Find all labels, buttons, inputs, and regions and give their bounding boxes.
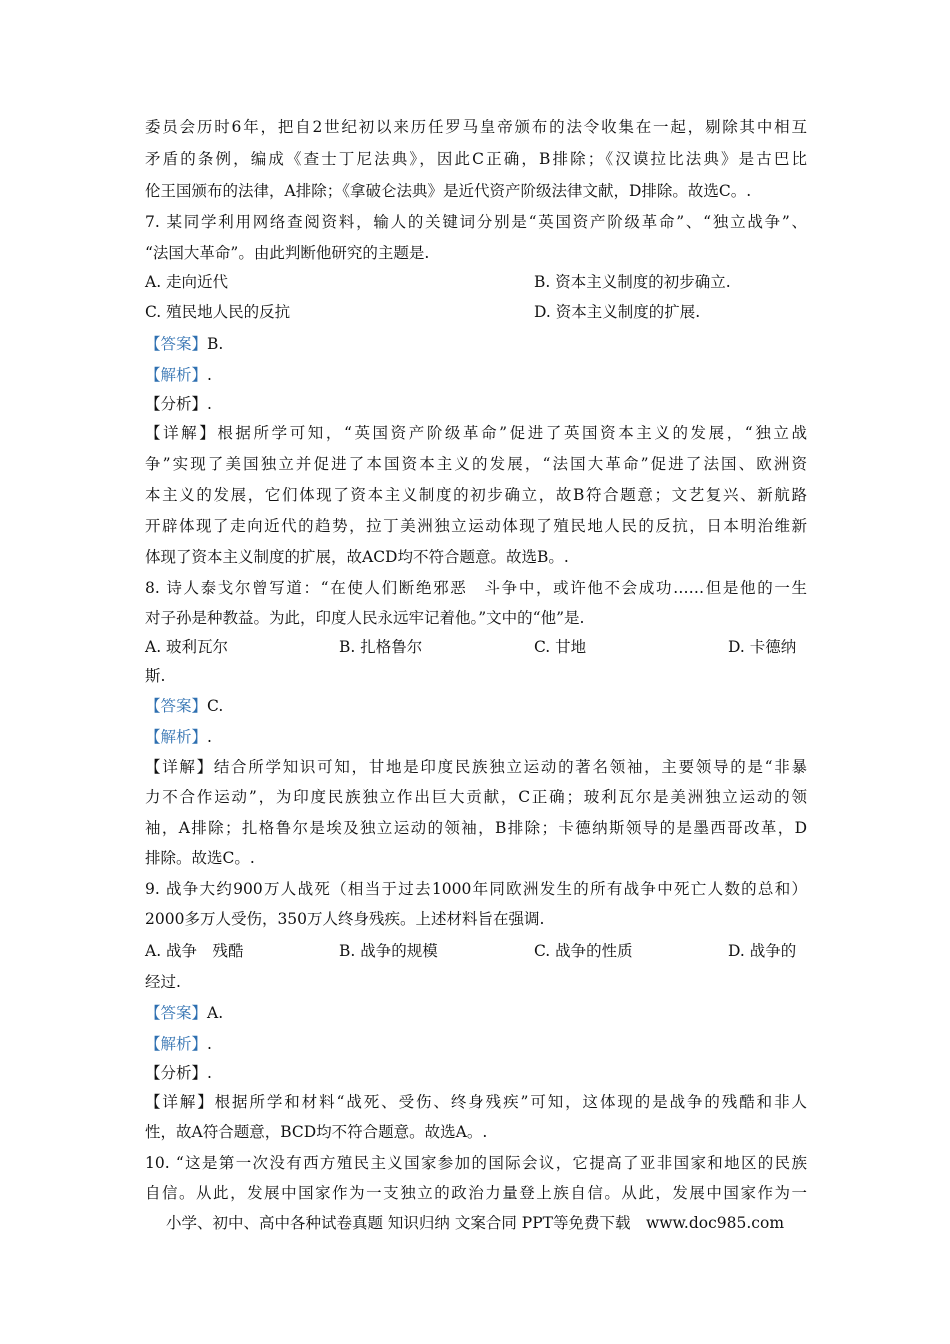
- q9-detail: 【详解】根据所学和材料“战死、受伤、终身残疾”可知，这体现的是战争的残酷和非人: [145, 1093, 807, 1111]
- analysis-value: .: [207, 728, 212, 746]
- q7-option-b: B. 资本主义制度的初步确立.: [534, 273, 731, 291]
- question-10-stem-cont: 自信。从此，发展中国家作为一支独立的政治力量登上族自信。从此，发展中国家作为一: [145, 1184, 807, 1202]
- q8-answer: [145, 696, 223, 716]
- q8-option-d: D. 卡德纳: [728, 638, 797, 656]
- analysis-value: .: [207, 1035, 212, 1053]
- analysis-tag: 【解析】: [145, 728, 208, 746]
- question-7-stem: 7. 某同学利用网络查阅资料，输人的关键词分别是“英国资产阶级革命”、“独立战争”、: [145, 213, 807, 231]
- q9-option-b: B. 战争的规模: [339, 942, 438, 960]
- q8-option-c: C. 甘地: [534, 638, 587, 656]
- q7-answer: [145, 334, 223, 354]
- page-footer: 小学、初中、高中各种试卷真题 知识归纳 文案合同 PPT等免费下载 www.doc985.com: [165, 1214, 785, 1232]
- q9-fenxi: 【分析】.: [145, 1064, 212, 1082]
- question-10-stem: 10. “这是第一次没有西方殖民主义国家参加的国际会议，它提高了亚非国家和地区的民族: [145, 1154, 807, 1172]
- question-9-stem-cont: 2000多万人受伤，350万人终身残疾。上述材料旨在强调.: [145, 910, 545, 928]
- analysis-tag: 【解析】: [145, 1035, 208, 1053]
- q9-option-d-cont: 经过.: [145, 973, 181, 991]
- text-line: 委员会历时6年，把自2世纪初以来历任罗马皇帝颁布的法令收集在一起，剔除其中相互: [145, 118, 807, 136]
- q8-option-b: B. 扎格鲁尔: [339, 638, 423, 656]
- answer-value: A.: [207, 1004, 224, 1022]
- q7-detail: 体现了资本主义制度的扩展，故ACD均不符合题意。故选B。.: [145, 548, 569, 566]
- question-7-stem-cont: “法国大革命”。由此判断他研究的主题是.: [145, 244, 430, 262]
- q8-detail: 力不合作运动”，为印度民族独立作出巨大贡献，C正确；玻利瓦尔是美洲独立运动的领: [145, 788, 807, 806]
- answer-tag: 【答案】: [145, 697, 208, 715]
- q7-detail: 本主义的发展，它们体现了资本主义制度的初步确立，故B符合题意；文艺复兴、新航路: [145, 486, 807, 504]
- q8-analysis: [145, 727, 212, 747]
- q7-fenxi: 【分析】.: [145, 395, 212, 413]
- question-8-stem-cont: 对子孙是种教益。为此，印度人民永远牢记着他。”文中的“他”是.: [145, 609, 585, 627]
- q7-option-c: C. 殖民地人民的反抗: [145, 303, 291, 321]
- question-8-stem: 8. 诗人泰戈尔曾写道：“在使人们断绝邪恶 斗争中，或许他不会成功……但是他的一生: [145, 579, 807, 597]
- q9-option-a: A. 战争 残酷: [145, 942, 244, 960]
- answer-tag: 【答案】: [145, 1004, 208, 1022]
- q8-option-d-cont: 斯.: [145, 667, 166, 685]
- q7-analysis: [145, 365, 212, 385]
- analysis-tag: 【解析】: [145, 366, 208, 384]
- q9-analysis: [145, 1034, 212, 1054]
- q7-detail: 争”实现了美国独立并促进了本国资本主义的发展，“法国大革命”促进了法国、欧洲资: [145, 455, 807, 473]
- q8-detail: 排除。故选C。.: [145, 849, 255, 867]
- answer-value: B.: [207, 335, 224, 353]
- q7-option-a: A. 走向近代: [145, 273, 229, 291]
- q9-answer: [145, 1003, 223, 1023]
- q7-option-d: D. 资本主义制度的扩展.: [534, 303, 701, 321]
- answer-tag: 【答案】: [145, 335, 208, 353]
- q9-detail: 性，故A符合题意，BCD均不符合题意。故选A。.: [145, 1123, 488, 1141]
- q7-detail: 【详解】根据所学可知，“英国资产阶级革命”促进了英国资本主义的发展，“独立战: [145, 424, 807, 442]
- q8-detail: 袖，A排除；扎格鲁尔是埃及独立运动的领袖，B排除；卡德纳斯领导的是墨西哥改革，D: [145, 819, 807, 837]
- q9-option-c: C. 战争的性质: [534, 942, 633, 960]
- answer-value: C.: [207, 697, 224, 715]
- analysis-value: .: [207, 366, 212, 384]
- q8-detail: 【详解】结合所学知识可知，甘地是印度民族独立运动的著名领袖，主要领导的是“非暴: [145, 758, 807, 776]
- q9-option-d: D. 战争的: [728, 942, 797, 960]
- text-line: 矛盾的条例，编成《查士丁尼法典》，因此C正确，B排除；《汉谟拉比法典》是古巴比: [145, 150, 807, 168]
- question-9-stem: 9. 战争大约900万人战死（相当于过去1000年同欧洲发生的所有战争中死亡人数的总和）: [145, 880, 807, 898]
- q8-option-a: A. 玻利瓦尔: [145, 638, 229, 656]
- text-line: 伦王国颁布的法律，A排除；《拿破仑法典》是近代资产阶级法律文献，D排除。故选C。.: [145, 182, 752, 200]
- q7-detail: 开辟体现了走向近代的趋势，拉丁美洲独立运动体现了殖民地人民的反抗，日本明治维新: [145, 517, 807, 535]
